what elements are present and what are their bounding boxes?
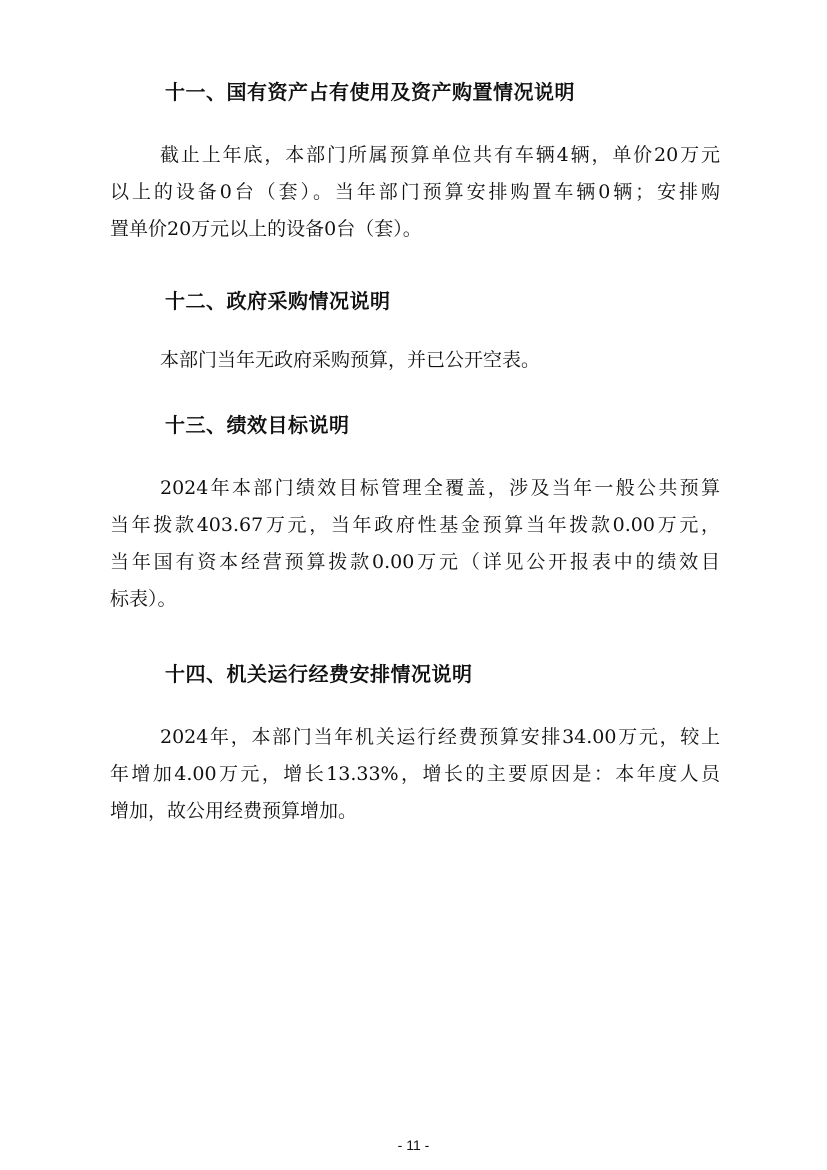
- page-number: - 11 -: [397, 1137, 430, 1153]
- paragraph-line: 当年国有资本经营预算拨款0.00万元（详见公开报表中的绩效目: [110, 551, 720, 573]
- section-heading-12: 十二、政府采购情况说明: [165, 289, 391, 313]
- section-body-12: [110, 342, 720, 379]
- section-heading-14: 十四、机关运行经费安排情况说明: [165, 662, 473, 686]
- paragraph-line: 增加，故公用经费预算增加。: [110, 800, 358, 822]
- section-body-14: [110, 719, 720, 830]
- section-body-13: [110, 470, 720, 618]
- paragraph-line: 标表）。: [110, 588, 177, 610]
- section-body-11: [110, 137, 720, 248]
- paragraph-line: 本部门当年无政府采购预算，并已公开空表。: [160, 349, 541, 371]
- paragraph-line: 年增加4.00万元，增长13.33%，增长的主要原因是：本年度人员: [110, 763, 720, 785]
- paragraph-line: 2024年，本部门当年机关运行经费预算安排34.00万元，较上: [160, 726, 720, 748]
- paragraph-line: 截止上年底，本部门所属预算单位共有车辆4辆，单价20万元: [160, 144, 720, 166]
- paragraph-line: 2024年本部门绩效目标管理全覆盖，涉及当年一般公共预算: [160, 477, 720, 499]
- paragraph-line: 置单价20万元以上的设备0台（套）。: [110, 218, 422, 240]
- paragraph-line: 以上的设备0台（套）。当年部门预算安排购置车辆0辆；安排购: [110, 181, 720, 203]
- section-heading-11: 十一、国有资产占有使用及资产购置情况说明: [165, 80, 575, 104]
- section-heading-13: 十三、绩效目标说明: [165, 413, 350, 437]
- paragraph-line: 当年拨款403.67万元，当年政府性基金预算当年拨款0.00万元，: [110, 514, 720, 536]
